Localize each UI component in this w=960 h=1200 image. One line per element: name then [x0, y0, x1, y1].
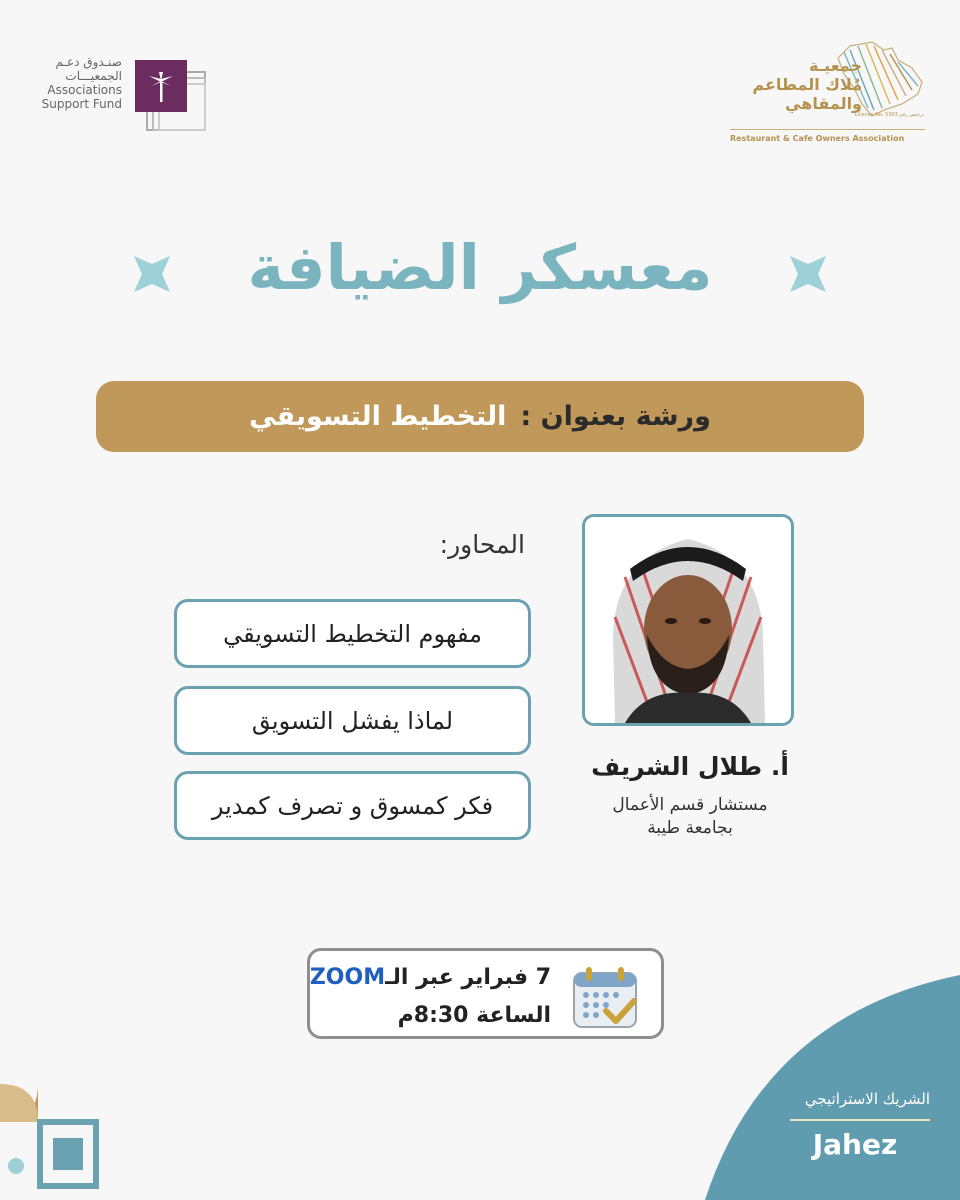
partner-background-shape [705, 975, 960, 1200]
association-license: License No. 5303 ترخيص رقم [854, 112, 924, 118]
decorative-corner-shapes [0, 1080, 110, 1200]
schedule-date-line [310, 965, 551, 990]
topics-heading: المحاور: [439, 530, 525, 559]
schedule-platform: ZOOM [309, 965, 386, 990]
association-arabic-name [742, 56, 862, 113]
partner-label: الشريك الاستراتيجي [804, 1090, 930, 1108]
schedule-via: عبر الـ [385, 965, 454, 990]
speaker-name: أ. طلال الشريف [591, 752, 789, 781]
fund-logo-text [0, 55, 122, 111]
schedule-date: 7 فبراير [461, 965, 551, 990]
speaker-role-line1: مستشار قسم الأعمال [612, 795, 768, 815]
fund-en-line2: Support Fund [41, 97, 122, 111]
speaker-role-line2: بجامعة طيبة [647, 818, 733, 838]
partner-name-jahez: Jahez [812, 1128, 898, 1161]
schedule-time-line [398, 1003, 551, 1028]
associations-support-fund-logo [40, 55, 220, 140]
fund-ar-line1: صنـدوق دعـم [55, 55, 122, 69]
partner-divider [790, 1119, 930, 1121]
schedule-time: 8:30م [397, 1003, 469, 1028]
calendar-check-icon [572, 965, 638, 1029]
speaker-role [570, 794, 810, 840]
fund-en-line1: Associations [47, 83, 122, 97]
topic-item: فكر كمسوق و تصرف كمدير [174, 771, 531, 840]
fund-ar-line2: الجمعيـــات [65, 69, 122, 83]
page-title: معسكر الضيافة [247, 231, 713, 304]
association-divider [730, 129, 925, 130]
topic-item: مفهوم التخطيط التسويقي [174, 599, 531, 668]
topic-item: لماذا يفشل التسويق [174, 686, 531, 755]
assoc-ar-line2: مُلاك المطاعم [752, 75, 862, 94]
workshop-label: ورشة بعنوان : [520, 401, 711, 432]
fund-emblem-icon [135, 60, 207, 132]
schedule-box [307, 948, 664, 1039]
speaker-portrait-icon [585, 517, 791, 723]
speaker-photo [582, 514, 794, 726]
schedule-time-label: الساعة [476, 1003, 551, 1028]
assoc-ar-line1: جمعيـة [809, 56, 862, 75]
workshop-banner [96, 381, 864, 452]
restaurant-cafe-owners-association-logo [720, 38, 930, 150]
workshop-topic: التخطيط التسويقي [249, 401, 507, 432]
decorative-star-icon [786, 252, 830, 296]
assoc-ar-line3: والمقاهي [785, 94, 862, 113]
association-english-name: Restaurant & Cafe Owners Association [730, 134, 905, 143]
decorative-star-icon [130, 252, 174, 296]
